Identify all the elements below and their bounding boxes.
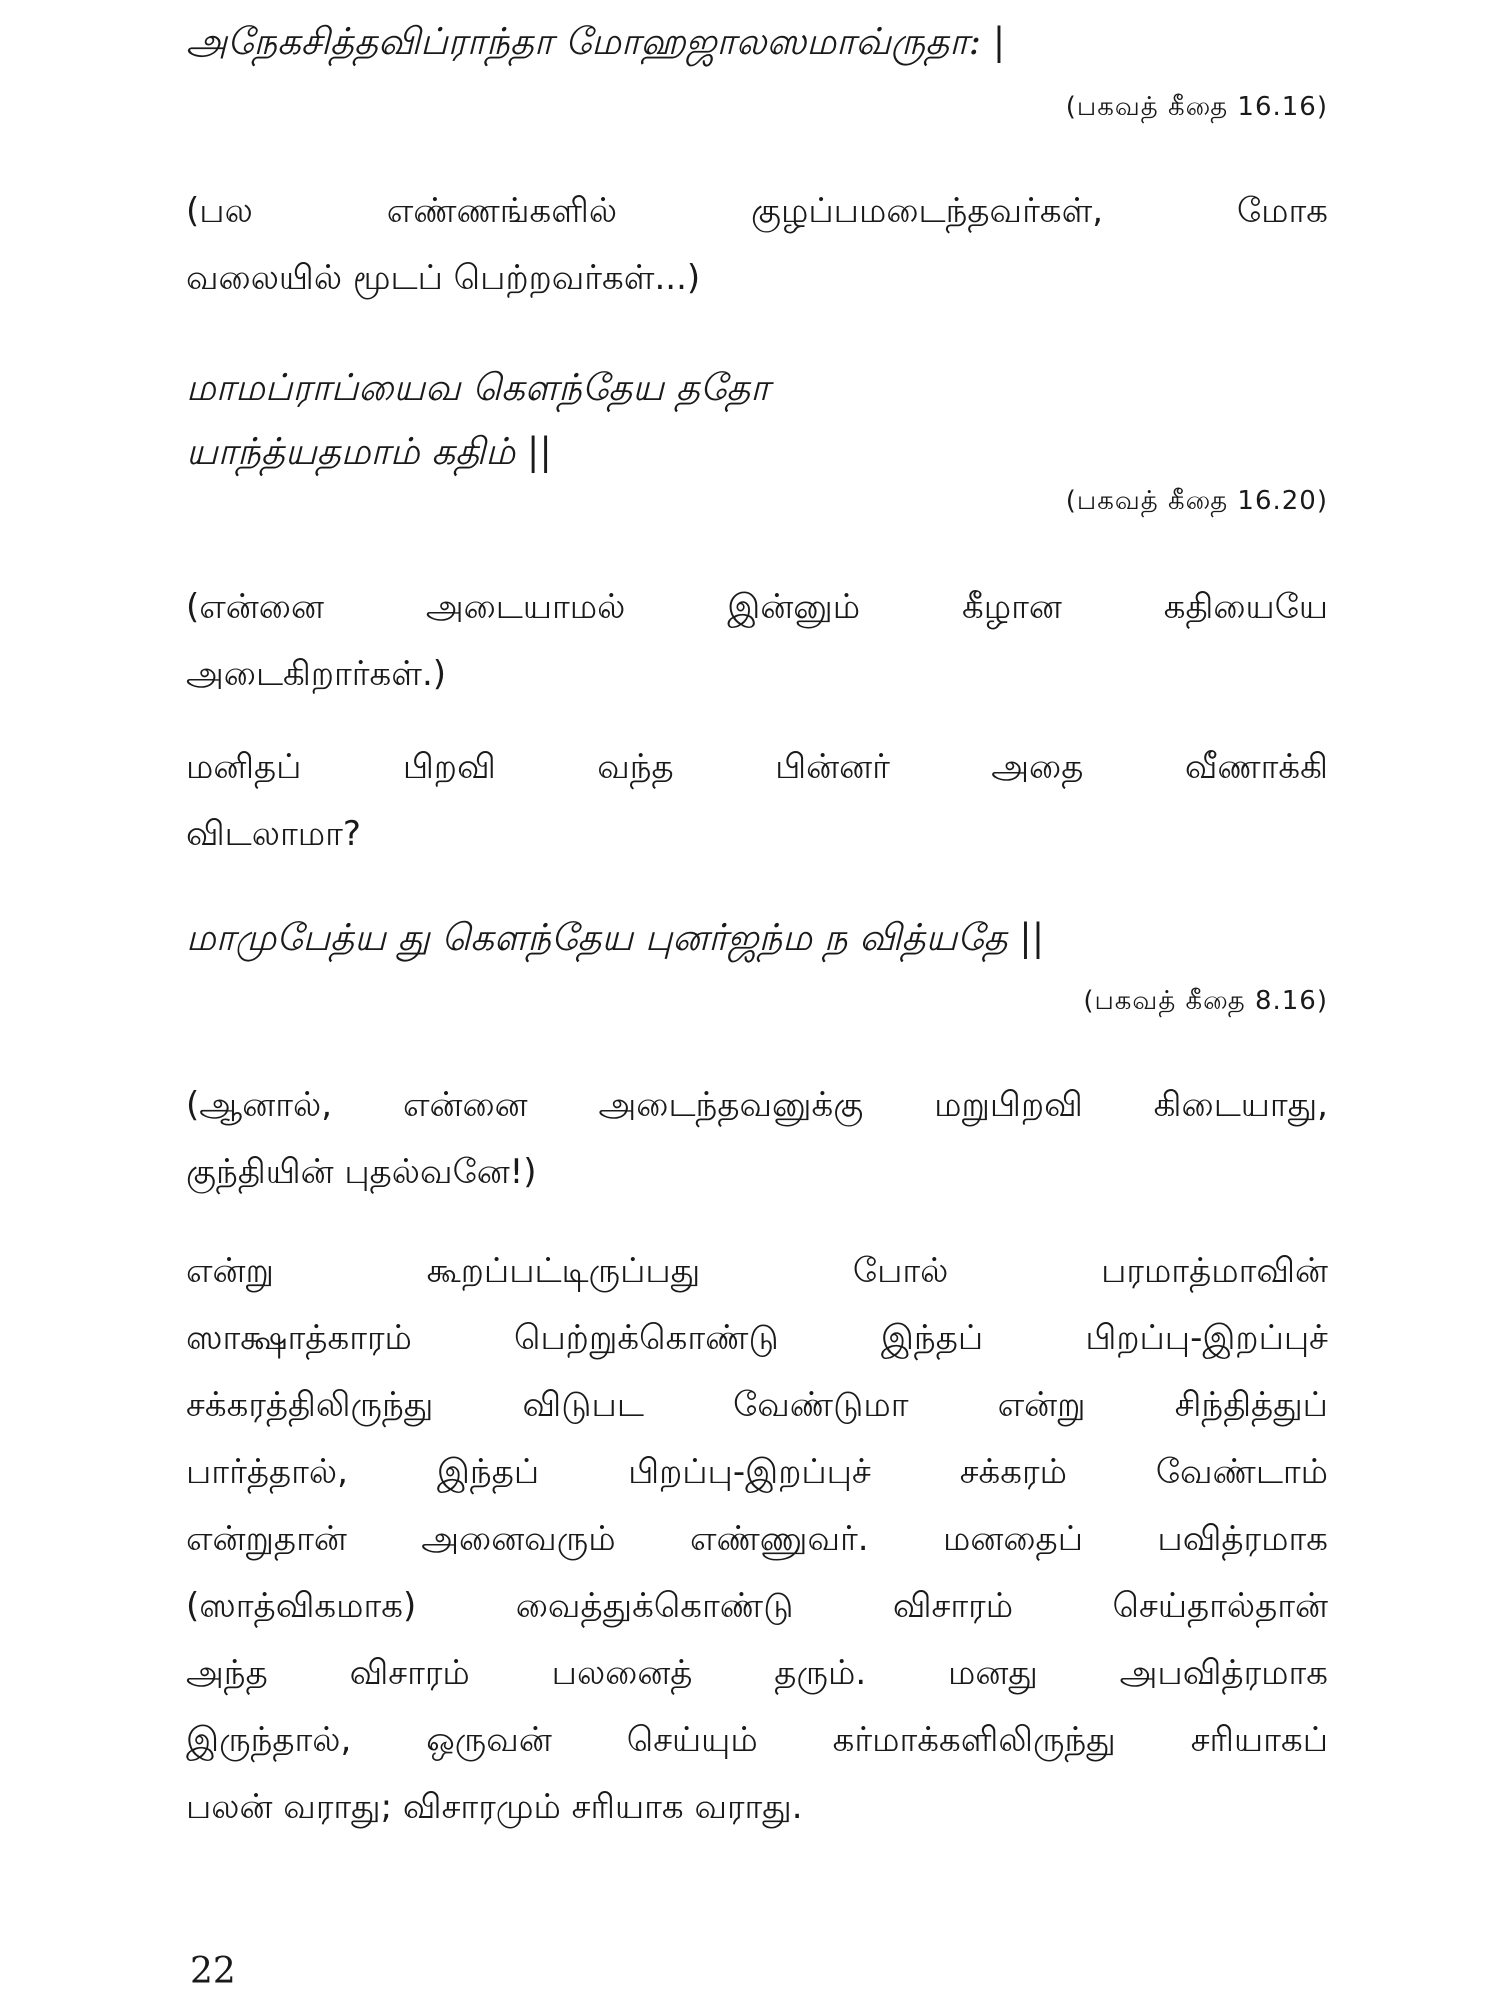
meaning-line: (ஆனால், என்னை அடைந்தவனுக்கு மறுபிறவி கிடையாது, [186,1085,1328,1125]
paragraph-line: ஸாக்ஷாத்காரம் பெற்றுக்கொண்டு இந்தப் பிறப்பு-இறப்புச் [186,1318,1328,1358]
paragraph-line: இருந்தால், ஒருவன் செய்யும் கர்மாக்களிலிருந்து சரியாகப் [186,1720,1328,1760]
paragraph-line: பலன் வராது; விசாரமும் சரியாக வராது. [186,1787,803,1827]
paragraph-line: பார்த்தால், இந்தப் பிறப்பு-இறப்புச் சக்கரம் வேண்டாம் [186,1452,1328,1492]
question-paragraph [186,734,1328,868]
meaning-line: (என்னை அடையாமல் இன்னும் கீழான கதியையே [186,587,1328,627]
meaning-16-16 [186,178,1328,312]
question-line: விடலாமா? [186,814,361,854]
paragraph-line: என்றுதான் அனைவரும் எண்ணுவர். மனதைப் பவித்ரமாக [186,1519,1328,1559]
meaning-8-16 [186,1072,1328,1206]
sloka-line: அநேகசித்தவிப்ராந்தா மோஹஜாலஸமாவ்ருதா: | [186,20,1006,63]
sloka-line: யாந்த்யதமாம் கதிம் || [186,430,552,473]
sloka-16-16 [186,10,1328,74]
page-number: 22 [190,1951,236,1992]
paragraph-line: அந்த விசாரம் பலனைத் தரும். மனது அபவித்ரமாக [186,1653,1328,1693]
main-paragraph [186,1238,1328,1841]
question-line: மனிதப் பிறவி வந்த பின்னர் அதை வீணாக்கி [186,747,1328,787]
paragraph-line: சக்கரத்திலிருந்து விடுபட வேண்டுமா என்று சிந்தித்துப் [186,1385,1328,1425]
meaning-line: குந்தியின் புதல்வனே!) [186,1152,537,1192]
sloka-reference: (பகவத் கீதை 16.16) [1065,92,1328,122]
sloka-reference: (பகவத் கீதை 8.16) [1083,986,1328,1016]
sloka-line: மாமுபேத்ய து கௌந்தேய புனர்ஜந்ம ந வித்யதே || [186,916,1045,959]
sloka-line: மாமப்ராப்யைவ கௌந்தேய ததோ [186,366,770,409]
meaning-line: (பல எண்ணங்களில் குழப்பமடைந்தவர்கள், மோக [186,191,1328,231]
meaning-line: அடைகிறார்கள்.) [186,654,447,694]
paragraph-line: (ஸாத்விகமாக) வைத்துக்கொண்டு விசாரம் செய்தால்தான் [186,1586,1328,1626]
sloka-reference: (பகவத் கீதை 16.20) [1065,486,1328,516]
sloka-16-20 [186,356,1328,484]
meaning-line: வலையில் மூடப் பெற்றவர்கள்...) [186,258,701,298]
meaning-16-20 [186,574,1328,708]
sloka-8-16 [186,906,1328,970]
paragraph-line: என்று கூறப்பட்டிருப்பது போல் பரமாத்மாவின் [186,1251,1328,1291]
